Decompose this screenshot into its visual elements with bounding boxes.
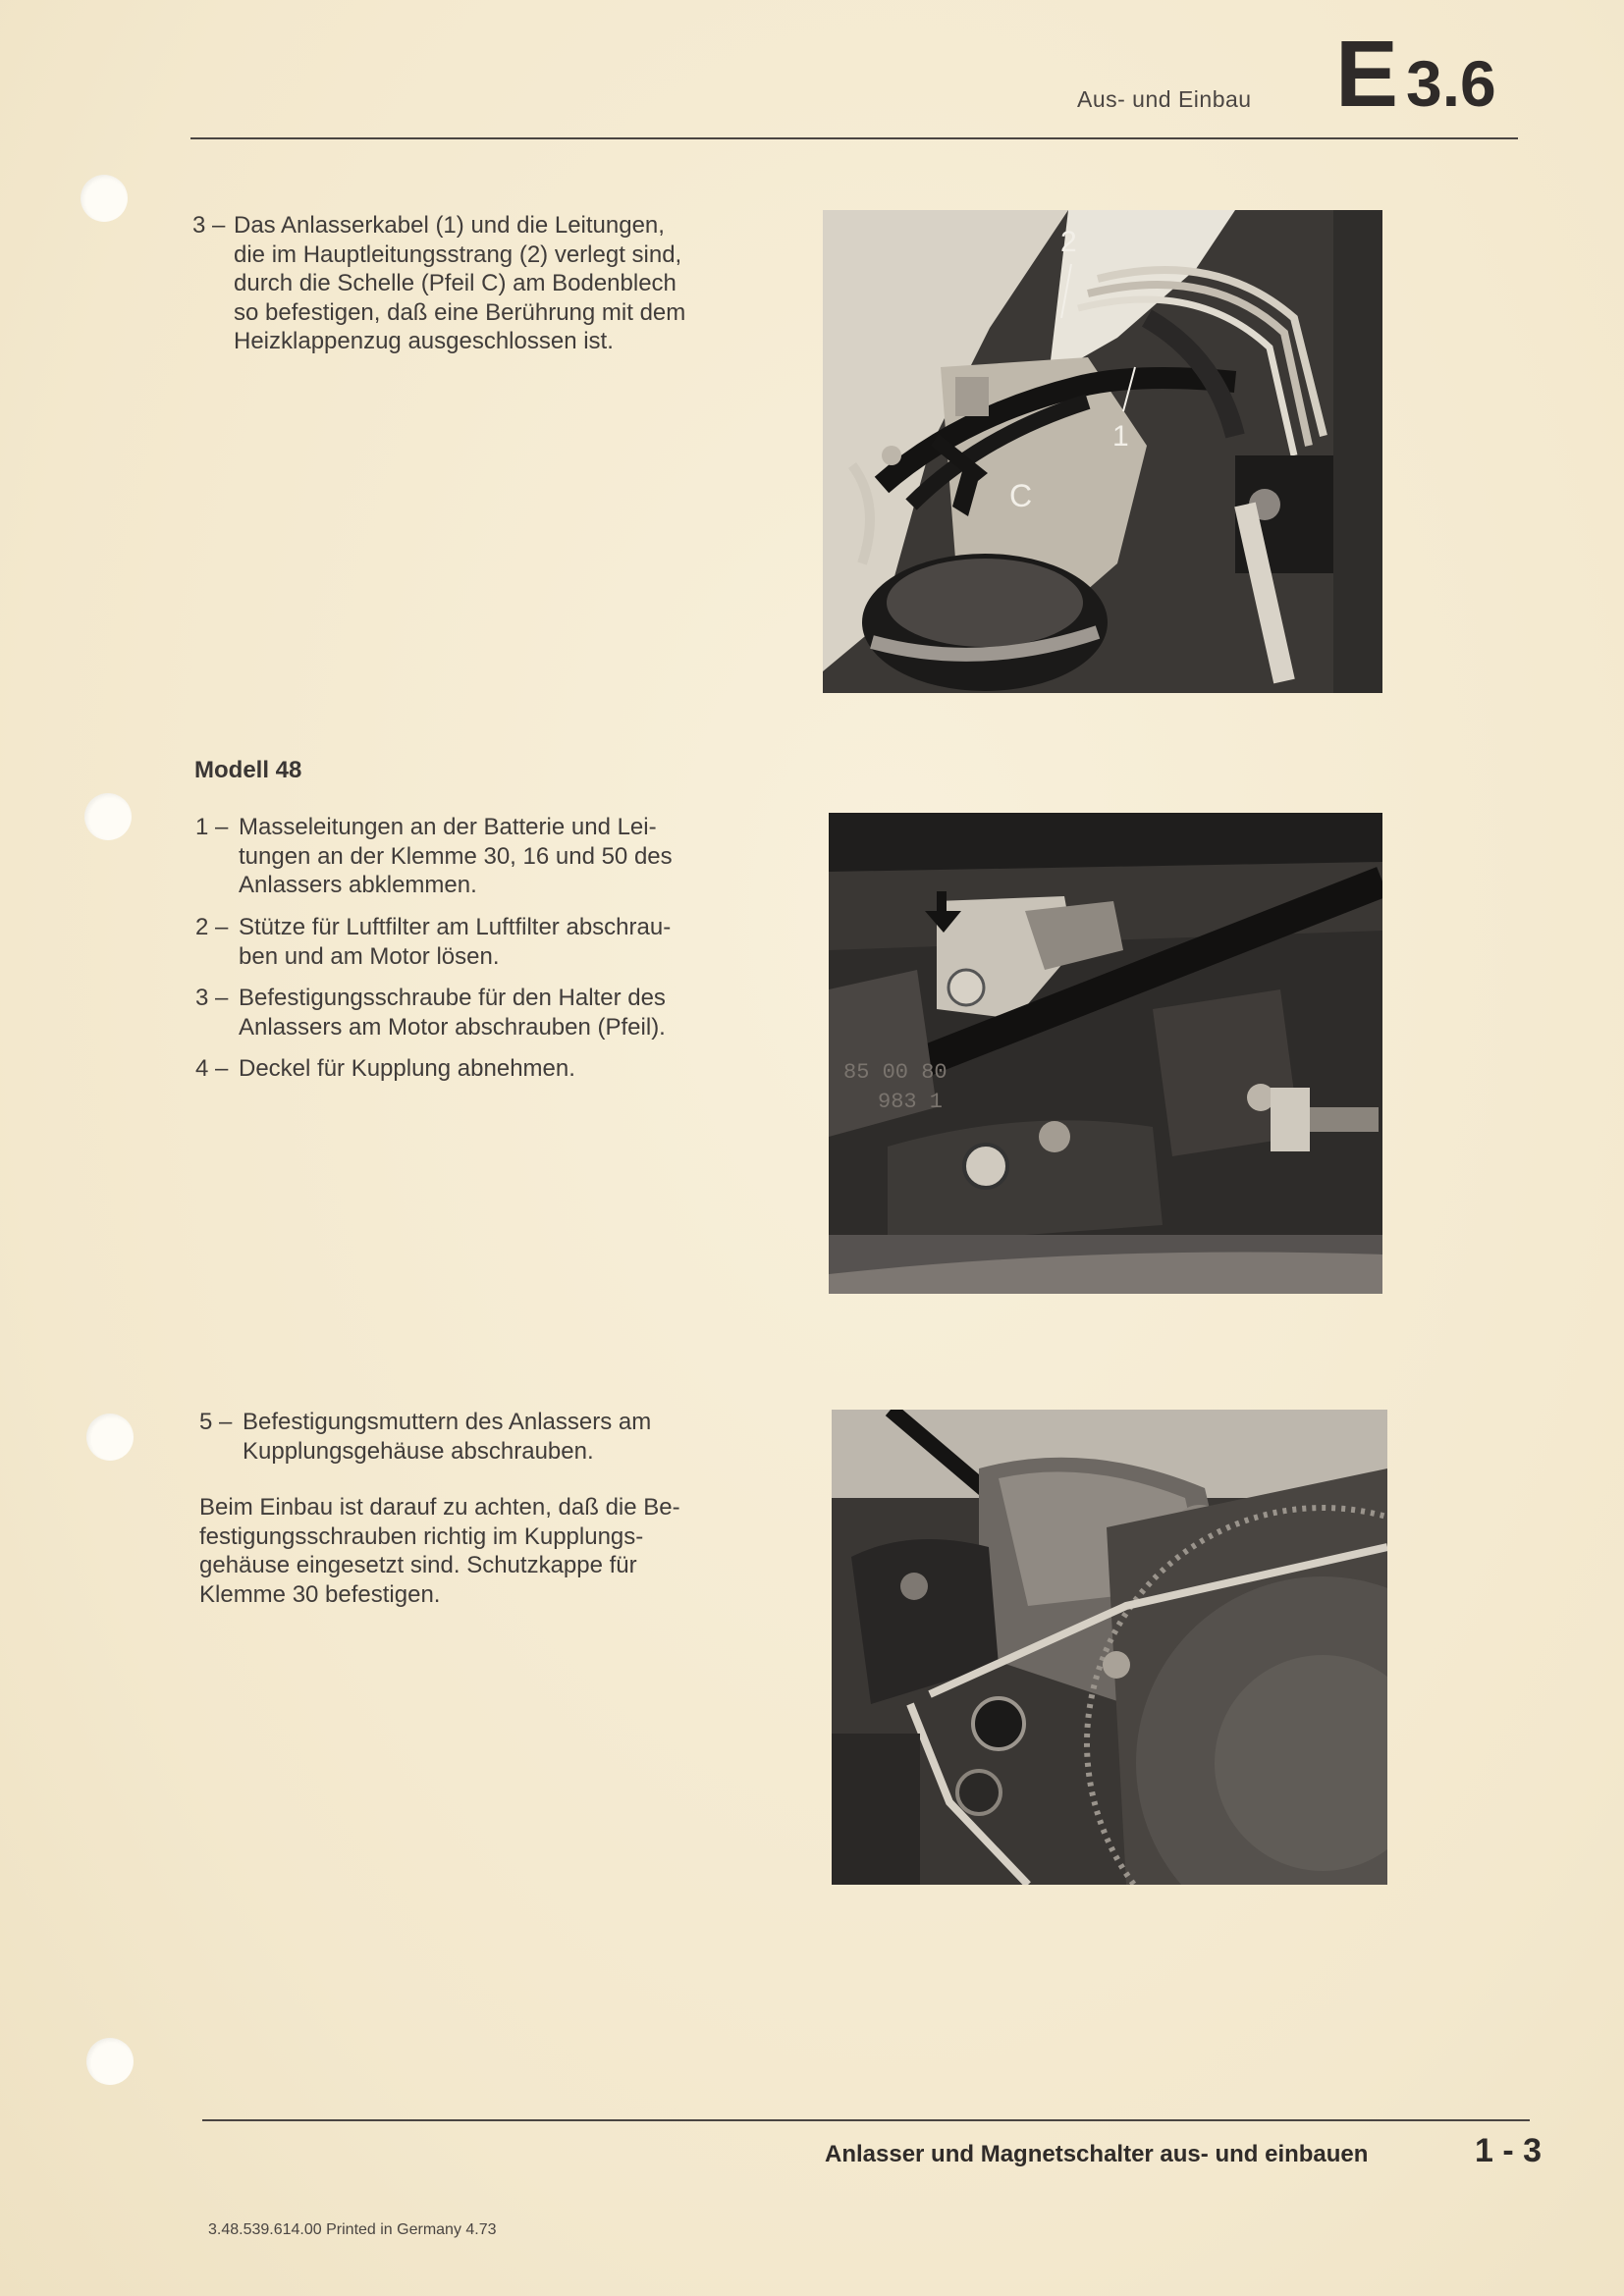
note-line: gehäuse eingesetzt sind. Schutzkappe für: [199, 1552, 637, 1578]
photo-clutch-housing: [832, 1410, 1387, 1885]
step-number: 1 –: [195, 814, 229, 840]
photo-label-2: 2: [1060, 226, 1077, 258]
step-text: [239, 913, 757, 971]
step-line: Anlassers abklemmen.: [239, 872, 477, 898]
step-number: 5 –: [199, 1409, 233, 1435]
photo-starter-bracket: [829, 813, 1382, 1294]
step-text: [239, 813, 757, 900]
step-line: Heizklappenzug ausgeschlossen ist.: [234, 328, 614, 354]
step-line: Stütze für Luftfilter am Luftfilter abschrau-: [239, 914, 672, 940]
svg-text:983 1: 983 1: [878, 1090, 944, 1114]
step-line: so befestigen, daß eine Berührung mit dem: [234, 298, 686, 326]
step-line: Befestigungsmuttern des Anlassers am: [243, 1409, 652, 1435]
step-line: ben und am Motor lösen.: [239, 942, 500, 970]
step-text: [239, 984, 757, 1041]
binder-hole: [86, 2038, 134, 2085]
note-line: festigungsschrauben richtig im Kupplungs-: [199, 1522, 644, 1550]
step-5-block3: [199, 1408, 749, 1467]
step-line: die im Hauptleitungsstrang (2) verlegt sind,: [234, 240, 682, 268]
print-code: 3.48.539.614.00 Printed in Germany 4.73: [208, 2221, 497, 2238]
step-line: durch die Schelle (Pfeil C) am Bodenblech: [234, 270, 677, 296]
section-heading: Modell 48: [194, 757, 302, 783]
binder-hole: [84, 793, 132, 840]
step-number: 4 –: [195, 1055, 229, 1082]
step-number: 3 –: [195, 985, 229, 1011]
binder-hole: [81, 175, 128, 222]
step-3-block2: [195, 984, 759, 1042]
header-subtitle: Aus- und Einbau: [1077, 86, 1252, 112]
step-line: Kupplungsgehäuse abschrauben.: [243, 1437, 594, 1465]
step-1-block2: [195, 813, 759, 901]
step-4-block2: [195, 1054, 759, 1084]
step-line: Das Anlasserkabel (1) und die Leitungen,: [234, 212, 665, 239]
footer-rule: [202, 2119, 1530, 2121]
note-line: Beim Einbau ist darauf zu achten, daß die Be-: [199, 1494, 680, 1521]
footer-title: Anlasser und Magnetschalter aus- und einbauen: [825, 2141, 1369, 2167]
step-line: Anlassers am Motor abschrauben (Pfeil).: [239, 1013, 666, 1041]
photo-label-1: 1: [1112, 420, 1129, 453]
step-line: Deckel für Kupplung abnehmen.: [239, 1055, 575, 1082]
step-2-block2: [195, 913, 759, 972]
section-letter: E: [1335, 22, 1399, 127]
header-rule: [190, 137, 1518, 139]
step-3-block1: [192, 211, 754, 368]
step-text: [239, 1054, 757, 1084]
photo-cable-routing: [823, 210, 1382, 693]
installation-note: [199, 1493, 761, 1609]
step-number: 3 –: [192, 212, 226, 239]
step-number: 2 –: [195, 914, 229, 940]
photo-label-c: C: [1009, 478, 1033, 513]
step-text: [234, 211, 752, 356]
binder-hole: [86, 1414, 134, 1461]
step-text: [243, 1408, 749, 1466]
step-line: tungen an der Klemme 30, 16 und 50 des: [239, 842, 673, 870]
page-number: 1 - 3: [1475, 2132, 1543, 2169]
section-number: 3.6: [1406, 47, 1496, 120]
svg-text:85 00 80: 85 00 80: [843, 1060, 947, 1085]
note-line: Klemme 30 befestigen.: [199, 1580, 441, 1608]
step-line: Befestigungsschraube für den Halter des: [239, 985, 666, 1011]
step-line: Masseleitungen an der Batterie und Lei-: [239, 814, 657, 840]
